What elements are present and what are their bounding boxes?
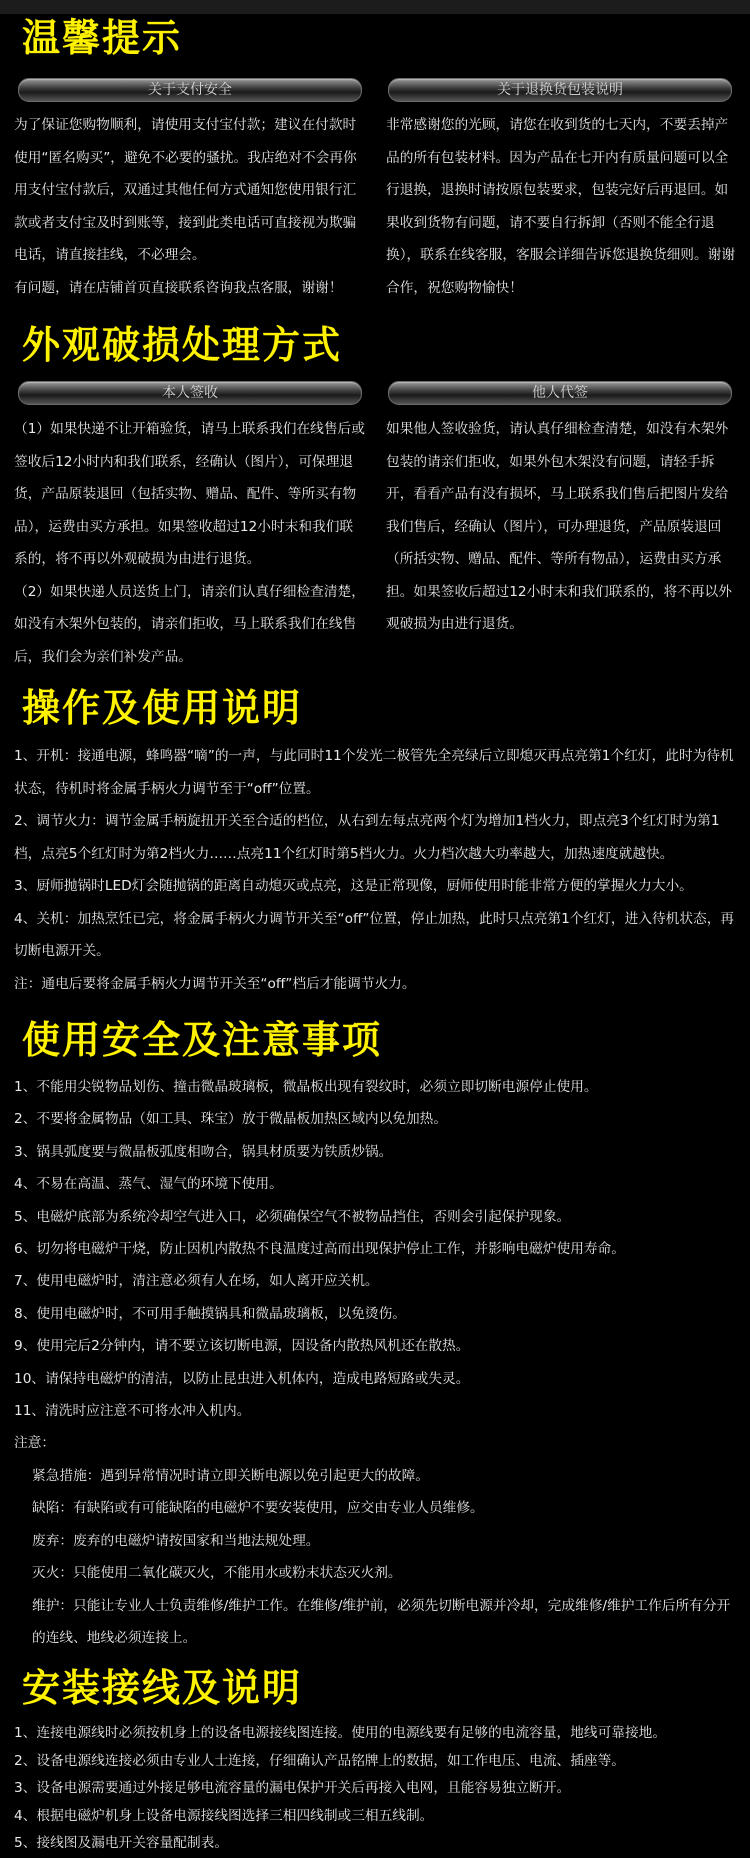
list-item: 1、连接电源线时必须按机身上的设备电源接线图连接。使用的电源线要有足够的电流容量，地线可靠接地。: [14, 1725, 667, 1741]
note-item: 维护：只能让专业人士负责维修/维护工作。在维修/维护前，必须先切断电源并冷却，完成维修/维护工作后所有分开的连线、地线必须连接上。: [32, 1597, 731, 1646]
list-item: 11、清洗时应注意不可将水冲入机内。: [14, 1403, 251, 1420]
list-item: 1、不能用尖锐物品划伤、撞击微晶玻璃板，微晶板出现有裂纹时，必须立即切断电源停止使用。: [14, 1079, 598, 1095]
list-item: 4、不易在高温、蒸气、湿气的环境下使用。: [14, 1176, 283, 1193]
operation-list: [14, 740, 742, 1000]
pill-signed-by-others: 他人代签: [388, 381, 732, 405]
self-signed-text: [14, 413, 366, 673]
pill-self-signed: 本人签收: [18, 381, 362, 405]
return-packaging-text: [386, 109, 738, 304]
pill-return-packaging: 关于退换货包装说明: [388, 78, 732, 102]
list-item: 4、根据电磁炉机身上设备电源接线图选择三相四线制或三相五线制。: [14, 1807, 434, 1824]
paragraph: 有问题，请在店铺首页直接联系咨询我点客服，谢谢！: [14, 279, 343, 296]
section-title-operation: 操作及使用说明: [22, 686, 303, 730]
pill-payment-security: 关于支付安全: [18, 78, 362, 102]
safety-list: [14, 1071, 742, 1654]
note-item: 紧急措施：遇到异常情况时请立即关断电源以免引起更大的故障。: [32, 1467, 429, 1484]
list-item: 3、设备电源需要通过外接足够电流容量的漏电保护开关后再接入电网，且能容易独立断开。: [14, 1780, 571, 1796]
list-item: 6、切勿将电磁炉干烧，防止因机内散热不良温度过高而出现保护停止工作，并影响电磁炉使用寿命。: [14, 1241, 625, 1258]
list-item: 3、厨师抛锅时LED灯会随抛锅的距离自动熄灭或点亮，这是正常现像，厨师使用时能非常方便的掌握火力大小。: [14, 878, 693, 894]
section-title-safety: 使用安全及注意事项: [22, 1018, 383, 1062]
installation-list: [14, 1720, 742, 1858]
list-item: 7、使用电磁炉时，清注意必须有人在场，如人离开应关机。: [14, 1273, 379, 1290]
list-item: 2、设备电源线连接必须由专业人士连接，仔细确认产品铭牌上的数据，如工作电压、电流、插座等。: [14, 1752, 625, 1769]
list-item: 4、关机：加热烹饪已完，将金属手柄火力调节开关至“off”位置，停止加热，此时只点亮第1个红灯，进入待机状态，再切断电源开关。: [14, 910, 735, 959]
list-item: 8、使用电磁炉时，不可用手触摸锅具和微晶玻璃板，以免烫伤。: [14, 1305, 406, 1322]
list-item: 10、请保持电磁炉的清洁，以防止昆虫进入机体内，造成电路短路或失灵。: [14, 1370, 470, 1387]
list-item: 5、接线图及漏电开关容量配制表。: [14, 1835, 229, 1851]
paragraph: 非常感谢您的光顾，请您在收到货的七天内，不要丢掉产品的所有包装材料。因为产品在七开内有质量问题可以全行退换，退换时请按原包装要求，包装完好后再退回。如果收到货物有问题，请不要自行拆卸（否则不能全行退换），联系在线客服，客服会详细告诉您退换货细则。谢谢合作，祝您购物愉快！: [386, 117, 736, 296]
list-item: 2、调节火力：调节金属手柄旋扭开关至合适的档位，从右到左每点亮两个灯为增加1档火力，即点亮3个红灯时为第1档，点亮5个红灯时为第2档火力……点亮11个红灯时第5档火力。火力档次越大功率越大，加热速度就越快。: [14, 813, 720, 862]
section-title-installation: 安装接线及说明: [22, 1666, 303, 1710]
list-item: 注：通电后要将金属手柄火力调节开关至“off”档后才能调节火力。: [14, 975, 416, 992]
payment-security-text: [14, 109, 366, 304]
signed-by-others-text: [386, 413, 738, 641]
note-item: 废弃：废弃的电磁炉请按国家和当地法规处理。: [32, 1532, 320, 1549]
note-item: 灭火：只能使用二氧化碳灭火，不能用水或粉末状态灭火剂。: [32, 1565, 402, 1582]
paragraph: （1）如果快递不让开箱验货，请马上联系我们在线售后或签收后12小时内和我们联系，经确认（图片），可保理退货，产品原装退回（包括实物、赠品、配件、等所买有物品），运费由买方承担。如果签收超过12小时末和我们联系的，将不再以外观破损为由进行退货。: [14, 421, 365, 567]
list-item: 3、锅具弧度要与微晶板弧度相吻合，锅具材质要为铁质炒锅。: [14, 1143, 393, 1160]
list-item: 9、使用完后2分钟内，请不要立该切断电源，因设备内散热风机还在散热。: [14, 1338, 470, 1355]
paragraph: 为了保证您购物顺利，请使用支付宝付款；建议在付款时使用“匿名购买”，避免不必要的骚扰。我店绝对不会再你用支付宝付款后，双通过其他任何方式通知您使用银行汇款或者支付宝及时到账等，接到此类电话可直接视为欺骗电话，请直接挂线，不必理会。: [14, 117, 357, 263]
list-item: 2、不要将金属物品（如工具、珠宝）放于微晶板加热区域内以免加热。: [14, 1111, 448, 1128]
note-item: 缺陷：有缺陷或有可能缺陷的电磁炉不要安装使用，应交由专业人员维修。: [32, 1500, 484, 1517]
list-item: 1、开机：接通电源，蜂鸣器“嘀”的一声，与此同时11个发光二极管先全亮绿后立即熄灭再点亮第1个红灯，此时为待机状态，待机时将金属手柄火力调节至于“off”位置。: [14, 748, 734, 797]
note-label: 注意：: [14, 1435, 56, 1452]
paragraph: （2）如果快递人员送货上门，请亲们认真仔细检查清楚，如没有木架外包装的，请亲们拒收，马上联系我们在线售后，我们会为亲们补发产品。: [14, 583, 365, 665]
section-title-tips: 温馨提示: [22, 16, 183, 60]
list-item: 5、电磁炉底部为系统冷却空气进入口，必须确保空气不被物品挡住，否则会引起保护现象。: [14, 1208, 571, 1225]
top-bar: [0, 0, 750, 14]
paragraph: 如果他人签收验货，请认真仔细检查清楚，如没有木架外包装的请亲们拒收，如果外包木架没有问题，请轻手拆开，看看产品有没有损坏，马上联系我们售后把图片发给我们售后，经确认（图片），可办理退货，产品原装退回（所括实物、赠品、配件、等所有物品），运费由买方承担。如果签收后超过12小时末和我们联系的，将不再以外观破损为由进行退货。: [386, 421, 732, 632]
section-title-damage: 外观破损处理方式: [22, 323, 343, 367]
